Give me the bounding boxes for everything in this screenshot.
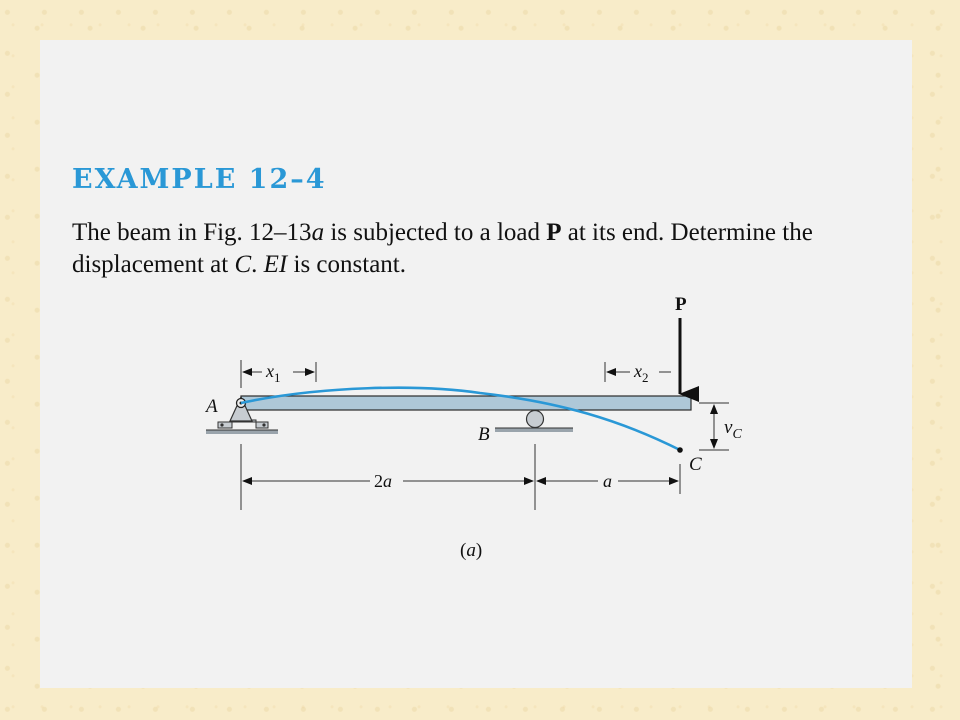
svg-text:vC [724, 417, 742, 442]
x2-symbol: x [634, 361, 642, 381]
label-c: C [689, 454, 702, 475]
caption-letter: a [466, 540, 476, 561]
svg-text:2a [374, 471, 392, 491]
load-label: P [675, 294, 687, 315]
label-b: B [478, 424, 490, 445]
problem-point-symbol: C [234, 251, 252, 278]
span-2a-number: 2 [374, 471, 383, 491]
x2-dimension [605, 361, 671, 385]
problem-load-symbol: P [546, 219, 562, 246]
vc-dimension [699, 403, 742, 450]
figure-caption [460, 540, 482, 561]
svg-text:x1 [265, 361, 281, 385]
vc-subscript: C [732, 427, 742, 442]
point-c-dot [677, 447, 683, 453]
x1-dimension [241, 360, 316, 388]
caption-close: ) [475, 540, 483, 561]
vc-symbol: v [724, 417, 733, 438]
x2-subscript: 2 [642, 370, 649, 385]
roller-support-b [495, 411, 573, 433]
x1-subscript: 1 [274, 370, 281, 385]
example-title: EXAMPLE 12–4 [72, 164, 327, 195]
problem-text-3: at its end. Determine the displacement at [72, 219, 813, 278]
span-a-label: a [603, 471, 612, 491]
x1-symbol: x [266, 361, 274, 381]
problem-ei-symbol: EI [263, 251, 288, 278]
beam [241, 396, 691, 410]
problem-text-1: The beam in Fig. 12–13 [72, 219, 312, 246]
svg-text:x2 [633, 361, 649, 385]
label-a: A [206, 396, 218, 417]
problem-text-4: . [251, 251, 264, 278]
span-dimensions [241, 444, 680, 510]
problem-text-5: is constant. [287, 251, 406, 278]
problem-text-2: is subjected to a load [324, 219, 547, 246]
span-2a-symbol: a [383, 471, 392, 491]
caption-open: ( [460, 540, 467, 561]
problem-text-1-italic: a [311, 219, 325, 246]
